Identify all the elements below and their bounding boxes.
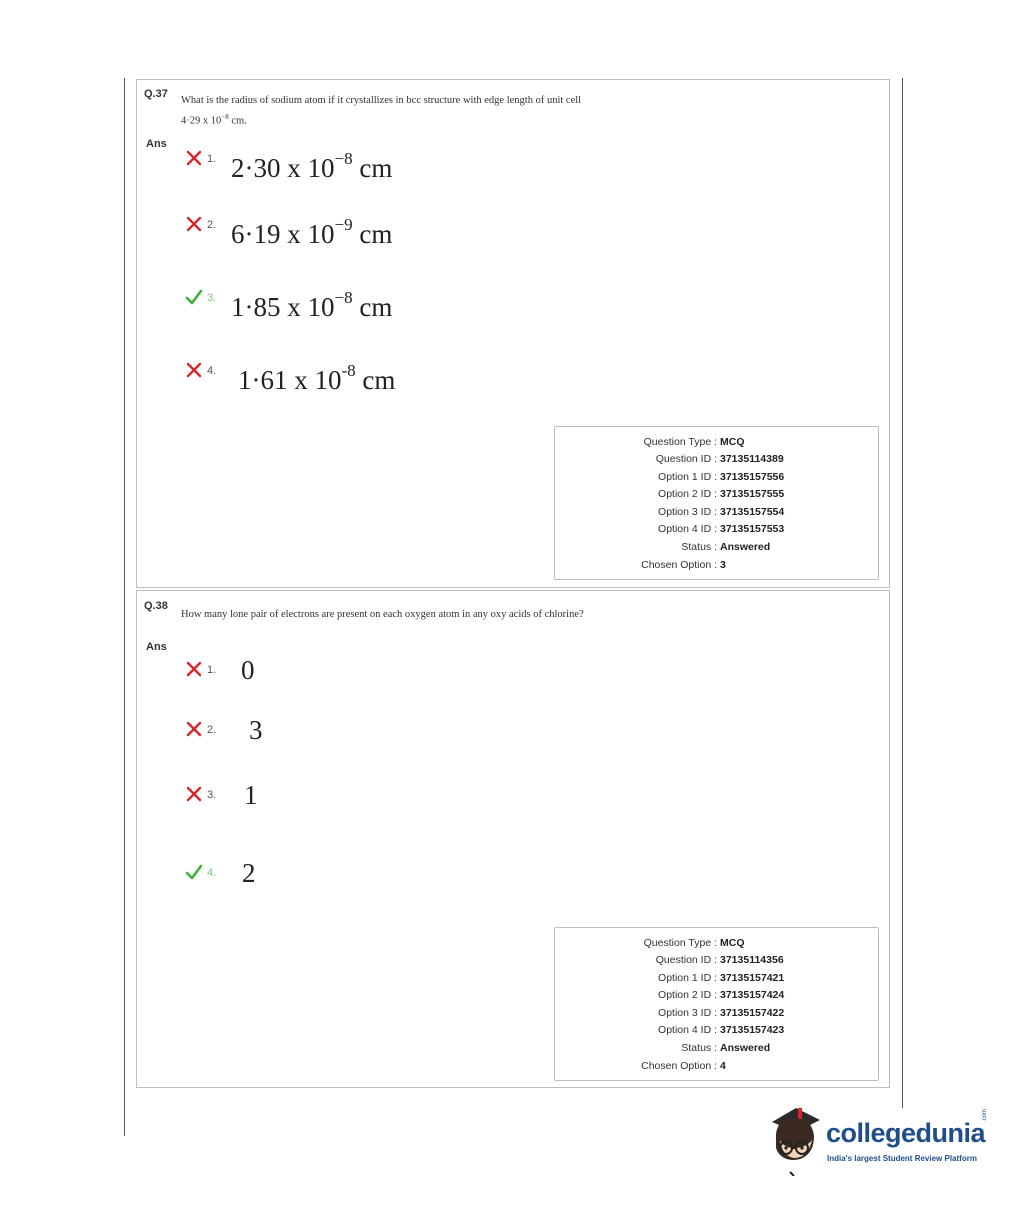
- check-icon: [185, 288, 203, 306]
- meta-row: Option 1 ID : 37135157556: [658, 471, 785, 483]
- check-icon: [185, 863, 203, 881]
- meta-row: Question ID : 37135114356: [655, 954, 784, 966]
- ans-label: Ans: [146, 641, 167, 653]
- option-number: 4.: [207, 365, 217, 377]
- logo-wordmark: collegedunia: [826, 1118, 986, 1148]
- cross-icon: [185, 361, 203, 379]
- option-text: 1: [244, 780, 258, 810]
- option-number: 3.: [207, 292, 217, 304]
- meta-row: Chosen Option : 3: [641, 559, 726, 571]
- option-text: 3: [249, 715, 263, 745]
- collegedunia-logo[interactable]: [764, 1102, 994, 1178]
- cross-icon: [185, 660, 203, 678]
- question-number: Q.37: [144, 88, 168, 100]
- option-text: 2: [242, 858, 256, 888]
- meta-row: Option 3 ID : 37135157554: [658, 506, 785, 518]
- option-text: 6·19 x $10^{-9}$ cm: [231, 215, 393, 249]
- cross-icon: [185, 215, 203, 233]
- option-number: 3.: [207, 789, 217, 801]
- option-number: 2.: [207, 219, 217, 231]
- meta-row: Option 2 ID : 37135157424: [658, 989, 785, 1001]
- option-number: 1.: [207, 664, 217, 676]
- option-number: 4.: [207, 867, 217, 879]
- meta-row: Status : Answered: [681, 541, 771, 553]
- logo-suffix: .com: [982, 1108, 988, 1122]
- question-text-line: What is the radius of sodium atom if it crystallizes in bcc structure with edge length of unit cell: [181, 95, 582, 106]
- option-text: 2·30 x $10^{-8}$ cm: [231, 149, 393, 183]
- question-meta-panel: [554, 426, 879, 580]
- logo-tagline: India's largest Student Review Platform: [827, 1154, 977, 1163]
- question-block-38: [136, 590, 890, 1088]
- option-text: 1·85 x $10^{-8}$ cm: [231, 288, 393, 322]
- meta-row: Question ID : 37135114389: [655, 453, 784, 465]
- meta-row: Question Type : MCQ: [643, 937, 745, 949]
- option-text: 0: [241, 655, 255, 685]
- meta-row: Option 2 ID : 37135157555: [658, 488, 785, 500]
- meta-row: Question Type : MCQ: [643, 436, 745, 448]
- meta-row: Option 4 ID : 37135157423: [658, 1024, 785, 1036]
- question-text-line: 4·29 x $10^{-8}$ cm.: [181, 113, 247, 127]
- mascot-icon: [768, 1104, 824, 1176]
- meta-row: Option 1 ID : 37135157421: [658, 972, 785, 984]
- right-margin-line: [902, 78, 903, 1108]
- question-meta-panel: [554, 927, 879, 1081]
- cross-icon: [185, 149, 203, 167]
- meta-row: Option 4 ID : 37135157553: [658, 523, 785, 535]
- meta-row: Chosen Option : 4: [641, 1060, 726, 1072]
- cross-icon: [185, 720, 203, 738]
- question-block-37: [136, 79, 890, 588]
- meta-row: Status : Answered: [681, 1042, 771, 1054]
- left-margin-line: [124, 78, 125, 1136]
- question-text: How many lone pair of electrons are present on each oxygen atom in any oxy acids of chlorine?: [181, 609, 584, 620]
- option-text: 1·61 x $10^{-8}$ cm: [238, 361, 396, 395]
- question-number: Q.38: [144, 600, 168, 612]
- option-number: 1.: [207, 153, 217, 165]
- ans-label: Ans: [146, 138, 167, 150]
- option-number: 2.: [207, 724, 217, 736]
- meta-row: Option 3 ID : 37135157422: [658, 1007, 785, 1019]
- question-text: [181, 93, 581, 130]
- cross-icon: [185, 785, 203, 803]
